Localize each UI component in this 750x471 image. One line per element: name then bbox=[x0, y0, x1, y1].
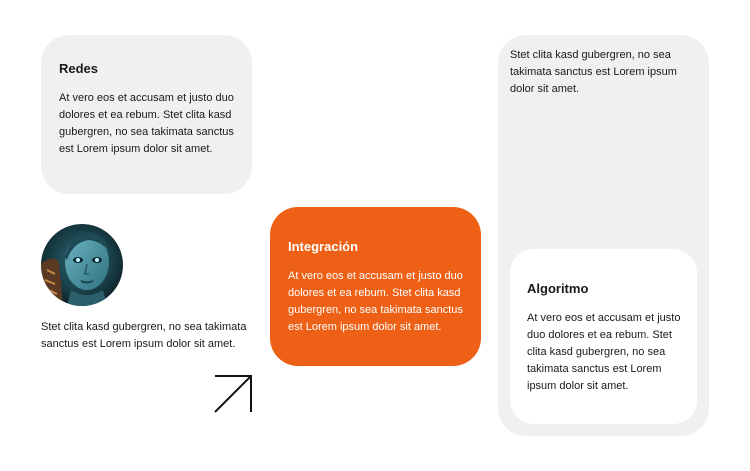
card-body: At vero eos et accusam et justo duo dolores et ea rebum. Stet clita kasd gubergren, no sea takimata sanctus est Lorem ipsum dolor sit amet. bbox=[59, 92, 234, 155]
caption-text: Stet clita kasd gubergren, no sea takimata sanctus est Lorem ipsum dolor sit amet. bbox=[41, 321, 247, 350]
card-title: Algoritmo bbox=[527, 281, 589, 296]
card-title: Redes bbox=[59, 61, 99, 76]
card-redes bbox=[41, 35, 252, 194]
avatar bbox=[41, 224, 123, 306]
card-integracion bbox=[270, 207, 481, 366]
arrow-up-right-icon[interactable] bbox=[213, 374, 253, 414]
card-title: Integración bbox=[288, 239, 359, 254]
card-tall bbox=[498, 35, 709, 436]
robot-face-portrait bbox=[41, 224, 123, 306]
card-algoritmo bbox=[510, 249, 697, 424]
card-body: Stet clita kasd gubergren, no sea takimata sanctus est Lorem ipsum dolor sit amet. bbox=[510, 49, 677, 95]
card-body: At vero eos et accusam et justo duo dolores et ea rebum. Stet clita kasd gubergren, no sea takimata sanctus est Lorem ipsum dolor sit amet. bbox=[288, 270, 463, 333]
card-body: At vero eos et accusam et justo duo dolores et ea rebum. Stet clita kasd gubergren, no sea takimata sanctus est Lorem ipsum dolor sit amet. bbox=[527, 312, 681, 392]
